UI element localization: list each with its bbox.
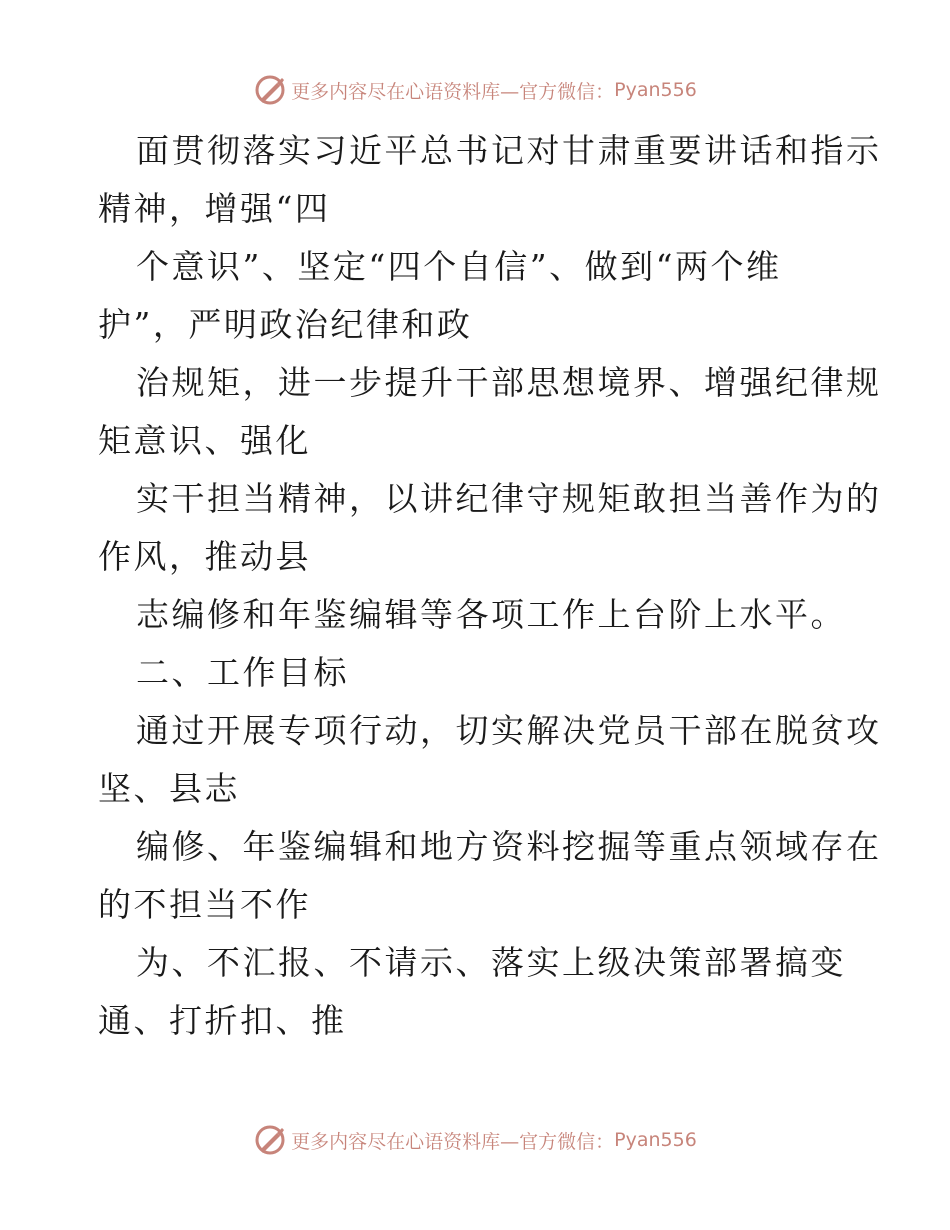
pen-logo-icon <box>253 73 287 107</box>
text-line: 通过开展专项行动，切实解决党员干部在脱贫攻 <box>136 711 882 750</box>
text-line: 坚、县志 <box>98 769 240 808</box>
text-line: 编修、年鉴编辑和地方资料挖掘等重点领域存在 <box>136 827 882 866</box>
watermark-text: 更多内容尽在心语资料库—官方微信： <box>291 80 615 103</box>
text-line: 志编修和年鉴编辑等各项工作上台阶上水平。 <box>136 595 846 634</box>
document-body <box>98 122 882 1050</box>
section-heading: 二、工作目标 <box>136 653 349 692</box>
text-line: 的不担当不作 <box>98 885 311 924</box>
footer-watermark <box>0 1120 950 1160</box>
text-line: 通、打折扣、推 <box>98 1001 347 1040</box>
text-line: 护”，严明政治纪律和政 <box>98 305 473 344</box>
text-line: 个意识”、坚定“四个自信”、做到“两个维 <box>136 247 782 286</box>
watermark-wechat-id: Pyan556 <box>614 79 697 101</box>
text-line: 作风，推动县 <box>98 537 311 576</box>
text-line: 治规矩，进一步提升干部思想境界、增强纪律规 <box>136 363 882 402</box>
text-line: 实干担当精神，以讲纪律守规矩敢担当善作为的 <box>136 479 882 518</box>
text-line: 精神，增强“四 <box>98 189 331 228</box>
text-line: 矩意识、强化 <box>98 421 311 460</box>
text-line: 为、不汇报、不请示、落实上级决策部署搞变 <box>136 943 846 982</box>
header-watermark <box>0 70 950 110</box>
watermark-text: 更多内容尽在心语资料库—官方微信： <box>291 1130 615 1153</box>
watermark-wechat-id: Pyan556 <box>614 1129 697 1151</box>
pen-logo-icon <box>253 1123 287 1157</box>
text-line: 面贯彻落实习近平总书记对甘肃重要讲话和指示 <box>136 131 882 170</box>
